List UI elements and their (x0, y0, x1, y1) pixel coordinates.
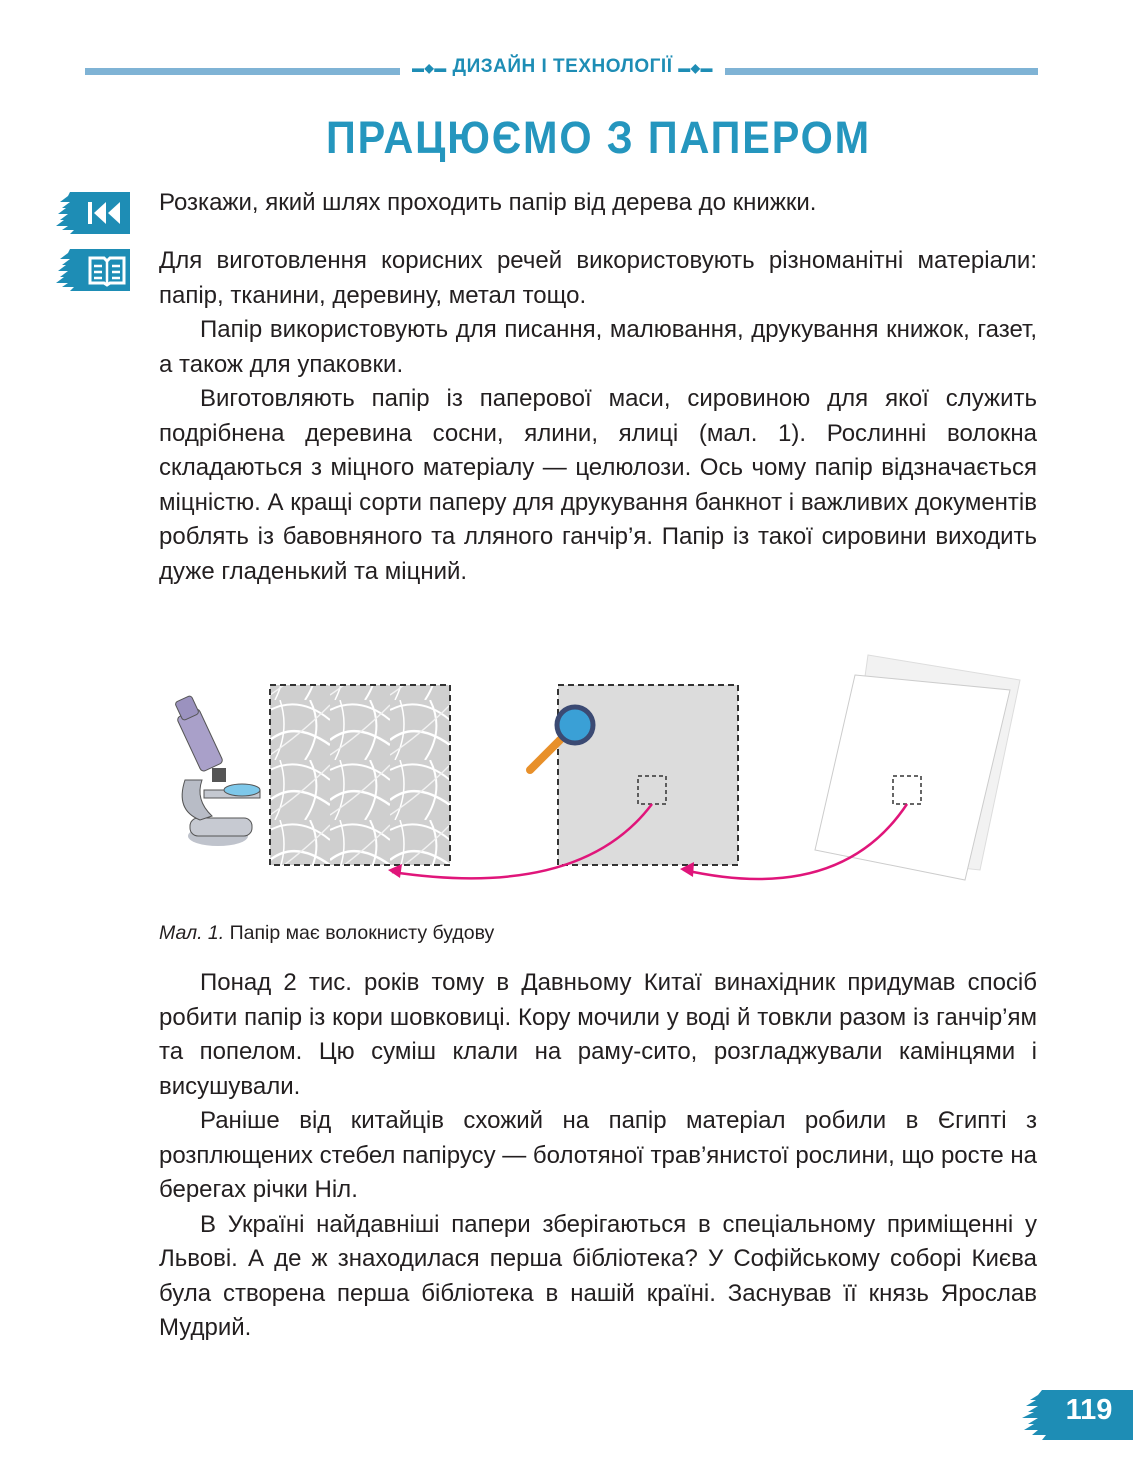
ornament-left-icon: ▬◆▬ (412, 61, 447, 75)
caption-text: Папір має волокнисту будову (229, 922, 495, 944)
body-text-bottom (159, 966, 1037, 1346)
question-text (159, 186, 1037, 221)
page-number-tab (1020, 1390, 1133, 1440)
header-rule-right (725, 68, 1038, 75)
section-header (400, 56, 725, 78)
caption-label: Мал. 1. (159, 922, 225, 944)
paragraph: Виготовляють папір із паперової маси, сировиною для якої служить подрібнена деревина сосни, ялини, ялиці (мал. 1). Рослинні волокна складаються з міцного матеріалу — целюлози. Ось чому папір відзначається міцністю. А кращі сорти паперу для друкування банкнот і важливих документів роблять із бавовняного та лляного ганчір’я. Папір із такої сировини виходить дуже гладенький та міцний. (159, 385, 1037, 585)
paragraph: В Україні найдавніші папери зберігаються в спеціальному приміщенні у Львові. А де ж знаходилася перша бібліотека? У Софійському соборі Києва була створена перша бібліотека в нашій країні. Заснував її князь Ярослав Мудрий. (159, 1210, 1037, 1341)
ornament-right-icon: ▬◆▬ (678, 61, 713, 75)
body-text-top (159, 244, 1037, 589)
paragraph: Папір використовують для писання, малювання, друкування книжок, газет, а також для упаковки. (159, 316, 1037, 378)
question: Розкажи, який шлях проходить папір від дерева до книжки. (159, 189, 817, 216)
paper-sheets (815, 655, 1020, 880)
microscope-icon (175, 695, 260, 846)
page-title: ПРАЦЮЄМО З ПАПЕРОМ (325, 112, 872, 163)
header-rule-left (85, 68, 400, 75)
rewind-icon (56, 190, 132, 236)
paragraph: Для виготовлення корисних речей використовують різноманітні матеріали: папір, тканини, деревину, метал тощо. (159, 247, 1037, 309)
page-number: 119 (1065, 1394, 1113, 1426)
fiber-magnified (270, 685, 450, 865)
figure-caption (159, 922, 494, 945)
figure-paper-structure (150, 640, 1050, 910)
paragraph: Понад 2 тис. років тому в Давньому Китаї винахідник придумав спосіб робити папір із кори шовковиці. Кору мочили у воді й товкли разом із ганчір’ям та попелом. Цю суміш клали на раму-сито, розгладжували камінцями і висушували. (159, 969, 1037, 1100)
paragraph: Раніше від китайців схожий на папір матеріал робили в Єгипті з розплющених стебел папірусу — болотяної трав’янистої рослини, що росте на берегах річки Ніл. (159, 1107, 1037, 1203)
book-icon (56, 247, 132, 293)
section-title: ДИЗАЙН І ТЕХНОЛОГІЇ (452, 56, 673, 77)
